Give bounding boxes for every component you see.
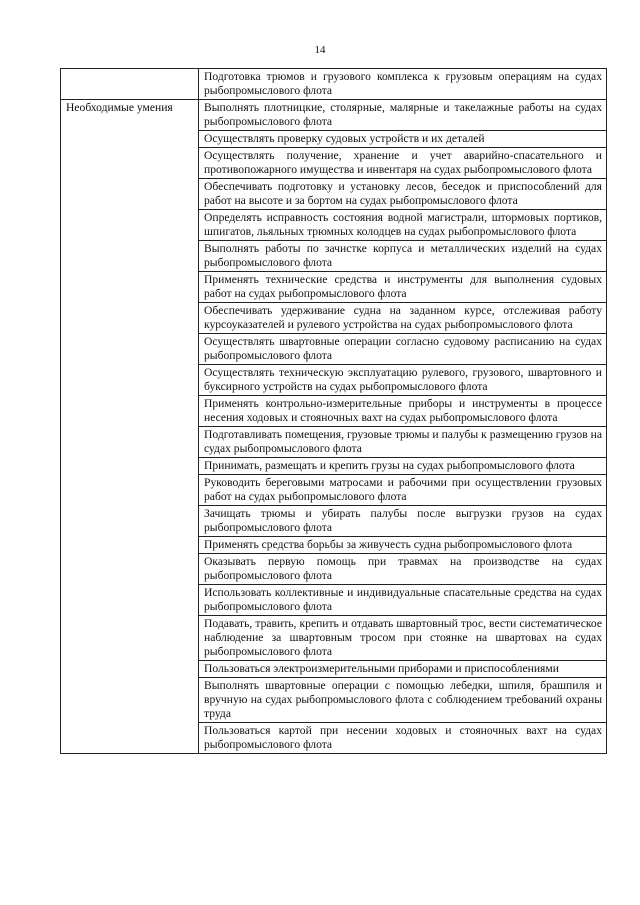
table-cell-text: Осуществлять получение, хранение и учет аварийно-спасательного и противопожарного имущества и инвентаря на судах рыбопромыслового флота xyxy=(199,148,607,179)
table-cell-text: Выполнять плотницкие, столярные, малярные и такелажные работы на судах рыбопромыслового флота xyxy=(199,100,607,131)
table-cell-text: Выполнять работы по зачистке корпуса и металлических изделий на судах рыбопромыслового флота xyxy=(199,241,607,272)
table-cell-text: Применять средства борьбы за живучесть судна рыбопромыслового флота xyxy=(199,537,607,554)
table-cell-text: Обеспечивать подготовку и установку лесов, беседок и приспособлений для работ на высоте и за бортом на судах рыбопромыслового флота xyxy=(199,179,607,210)
table-row xyxy=(61,100,607,131)
table-cell-text: Выполнять швартовные операции с помощью лебедки, шпиля, брашпиля и вручную на судах рыбопромыслового флота с соблюдением требований охраны труда xyxy=(199,678,607,723)
table-cell-text: Пользоваться электроизмерительными приборами и приспособлениями xyxy=(199,661,607,678)
table-cell-text: Использовать коллективные и индивидуальные спасательные средства на судах рыбопромыслового флота xyxy=(199,585,607,616)
empty-label-cell xyxy=(61,69,199,100)
table-cell-text: Подготавливать помещения, грузовые трюмы и палубы к размещению грузов на судах рыбопромыслового флота xyxy=(199,427,607,458)
table-cell-text: Подавать, травить, крепить и отдавать швартовный трос, вести систематическое наблюдение за швартовным тросом при стоянке на швартовах на судах рыбопромыслового флота xyxy=(199,616,607,661)
table-cell-text: Обеспечивать удерживание судна на заданном курсе, отслеживая работу курсоуказателей и рулевого устройства на судах рыбопромыслового флота xyxy=(199,303,607,334)
table-cell-text: Применять контрольно-измерительные приборы и инструменты в процессе несения ходовых и стояночных вахт на судах рыбопромыслового флота xyxy=(199,396,607,427)
table-cell-text: Принимать, размещать и крепить грузы на судах рыбопромыслового флота xyxy=(199,458,607,475)
table-cell-text: Осуществлять техническую эксплуатацию рулевого, грузового, швартовного и буксирного устройств на судах рыбопромыслового флота xyxy=(199,365,607,396)
table-cell-text: Осуществлять швартовные операции согласно судовому расписанию на судах рыбопромыслового флота xyxy=(199,334,607,365)
page-number: 14 xyxy=(314,44,326,56)
requirements-table xyxy=(60,68,607,754)
table-cell-text: Руководить береговыми матросами и рабочими при осуществлении грузовых работ на судах рыбопромыслового флота xyxy=(199,475,607,506)
section-label: Необходимые умения xyxy=(61,100,199,754)
table-cell-text: Осуществлять проверку судовых устройств и их деталей xyxy=(199,131,607,148)
table-cell-text: Пользоваться картой при несении ходовых и стояночных вахт на судах рыбопромыслового флота xyxy=(199,723,607,754)
table-cell-text: Зачищать трюмы и убирать палубы после выгрузки грузов на судах рыбопромыслового флота xyxy=(199,506,607,537)
table-row xyxy=(61,69,607,100)
table-cell-text: Применять технические средства и инструменты для выполнения судовых работ на судах рыбопромыслового флота xyxy=(199,272,607,303)
table-cell-text: Оказывать первую помощь при травмах на производстве на судах рыбопромыслового флота xyxy=(199,554,607,585)
table-cell-text: Подготовка трюмов и грузового комплекса к грузовым операциям на судах рыбопромыслового флота xyxy=(199,69,607,100)
table-cell-text: Определять исправность состояния водной магистрали, штормовых портиков, шпигатов, льяльных трюмных колодцев на судах рыбопромыслового флота xyxy=(199,210,607,241)
